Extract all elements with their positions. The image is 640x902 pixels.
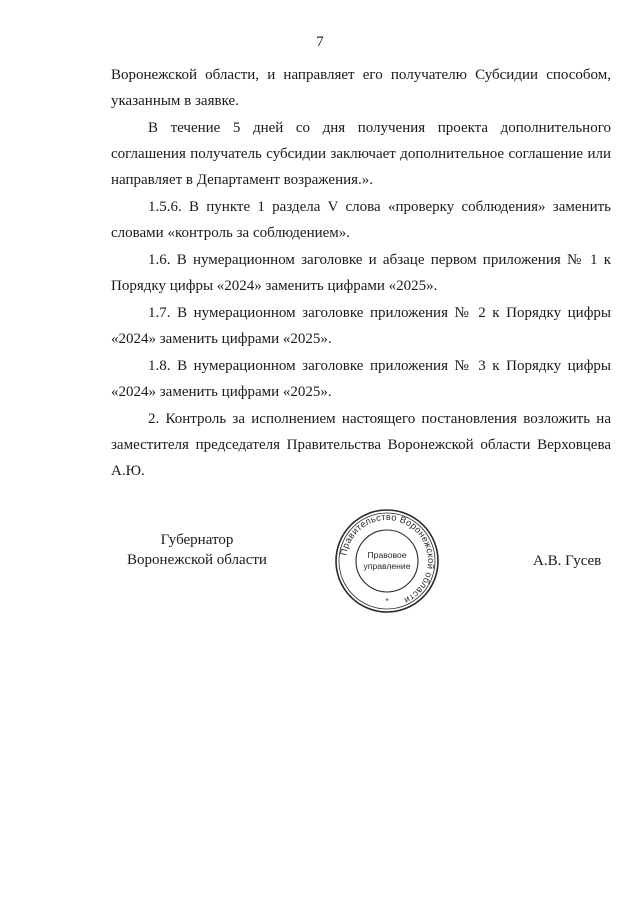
paragraph-1-7: 1.7. В нумерационном заголовке приложения № 2 к Порядку цифры «2024» заменить цифрами «2025». [111, 305, 611, 347]
paragraph-1-8: 1.8. В нумерационном заголовке приложения № 3 к Порядку цифры «2024» заменить цифрами «2025». [111, 358, 611, 400]
official-stamp [333, 507, 441, 615]
document-body [111, 62, 611, 485]
stamp-star: * [385, 597, 389, 606]
signatory-name: А.В. Гусев [533, 553, 602, 569]
paragraph-2-control: 2. Контроль за исполнением настоящего постановления возложить на заместителя председателя Правительства Воронежской области Верховцева А.Ю. [111, 411, 611, 479]
stamp-ring-text: Правительство Воронежской области [338, 511, 437, 606]
stamp-center-line1: Правовое [367, 550, 407, 560]
signature-title [107, 530, 287, 570]
paragraph-deadline: В течение 5 дней со дня получения проекта дополнительного соглашения получатель субсидии заключает дополнительное соглашение или направляет в Департамент возражения.». [111, 120, 611, 188]
signature-title-line1: Губернатор [160, 532, 234, 548]
page-number: 7 [316, 34, 324, 50]
signature-title-line2: Воронежской области [127, 552, 267, 568]
paragraph-1-5-6: 1.5.6. В пункте 1 раздела V слова «проверку соблюдения» заменить словами «контроль за соблюдением». [111, 199, 611, 241]
stamp-seal [333, 507, 441, 615]
paragraph-1-6: 1.6. В нумерационном заголовке и абзаце первом приложения № 1 к Порядку цифры «2024» заменить цифрами «2025». [111, 252, 611, 294]
stamp-center-line2: управление [363, 561, 411, 571]
paragraph-continuation: Воронежской области, и направляет его получателю Субсидии способом, указанным в заявке. [111, 67, 611, 109]
